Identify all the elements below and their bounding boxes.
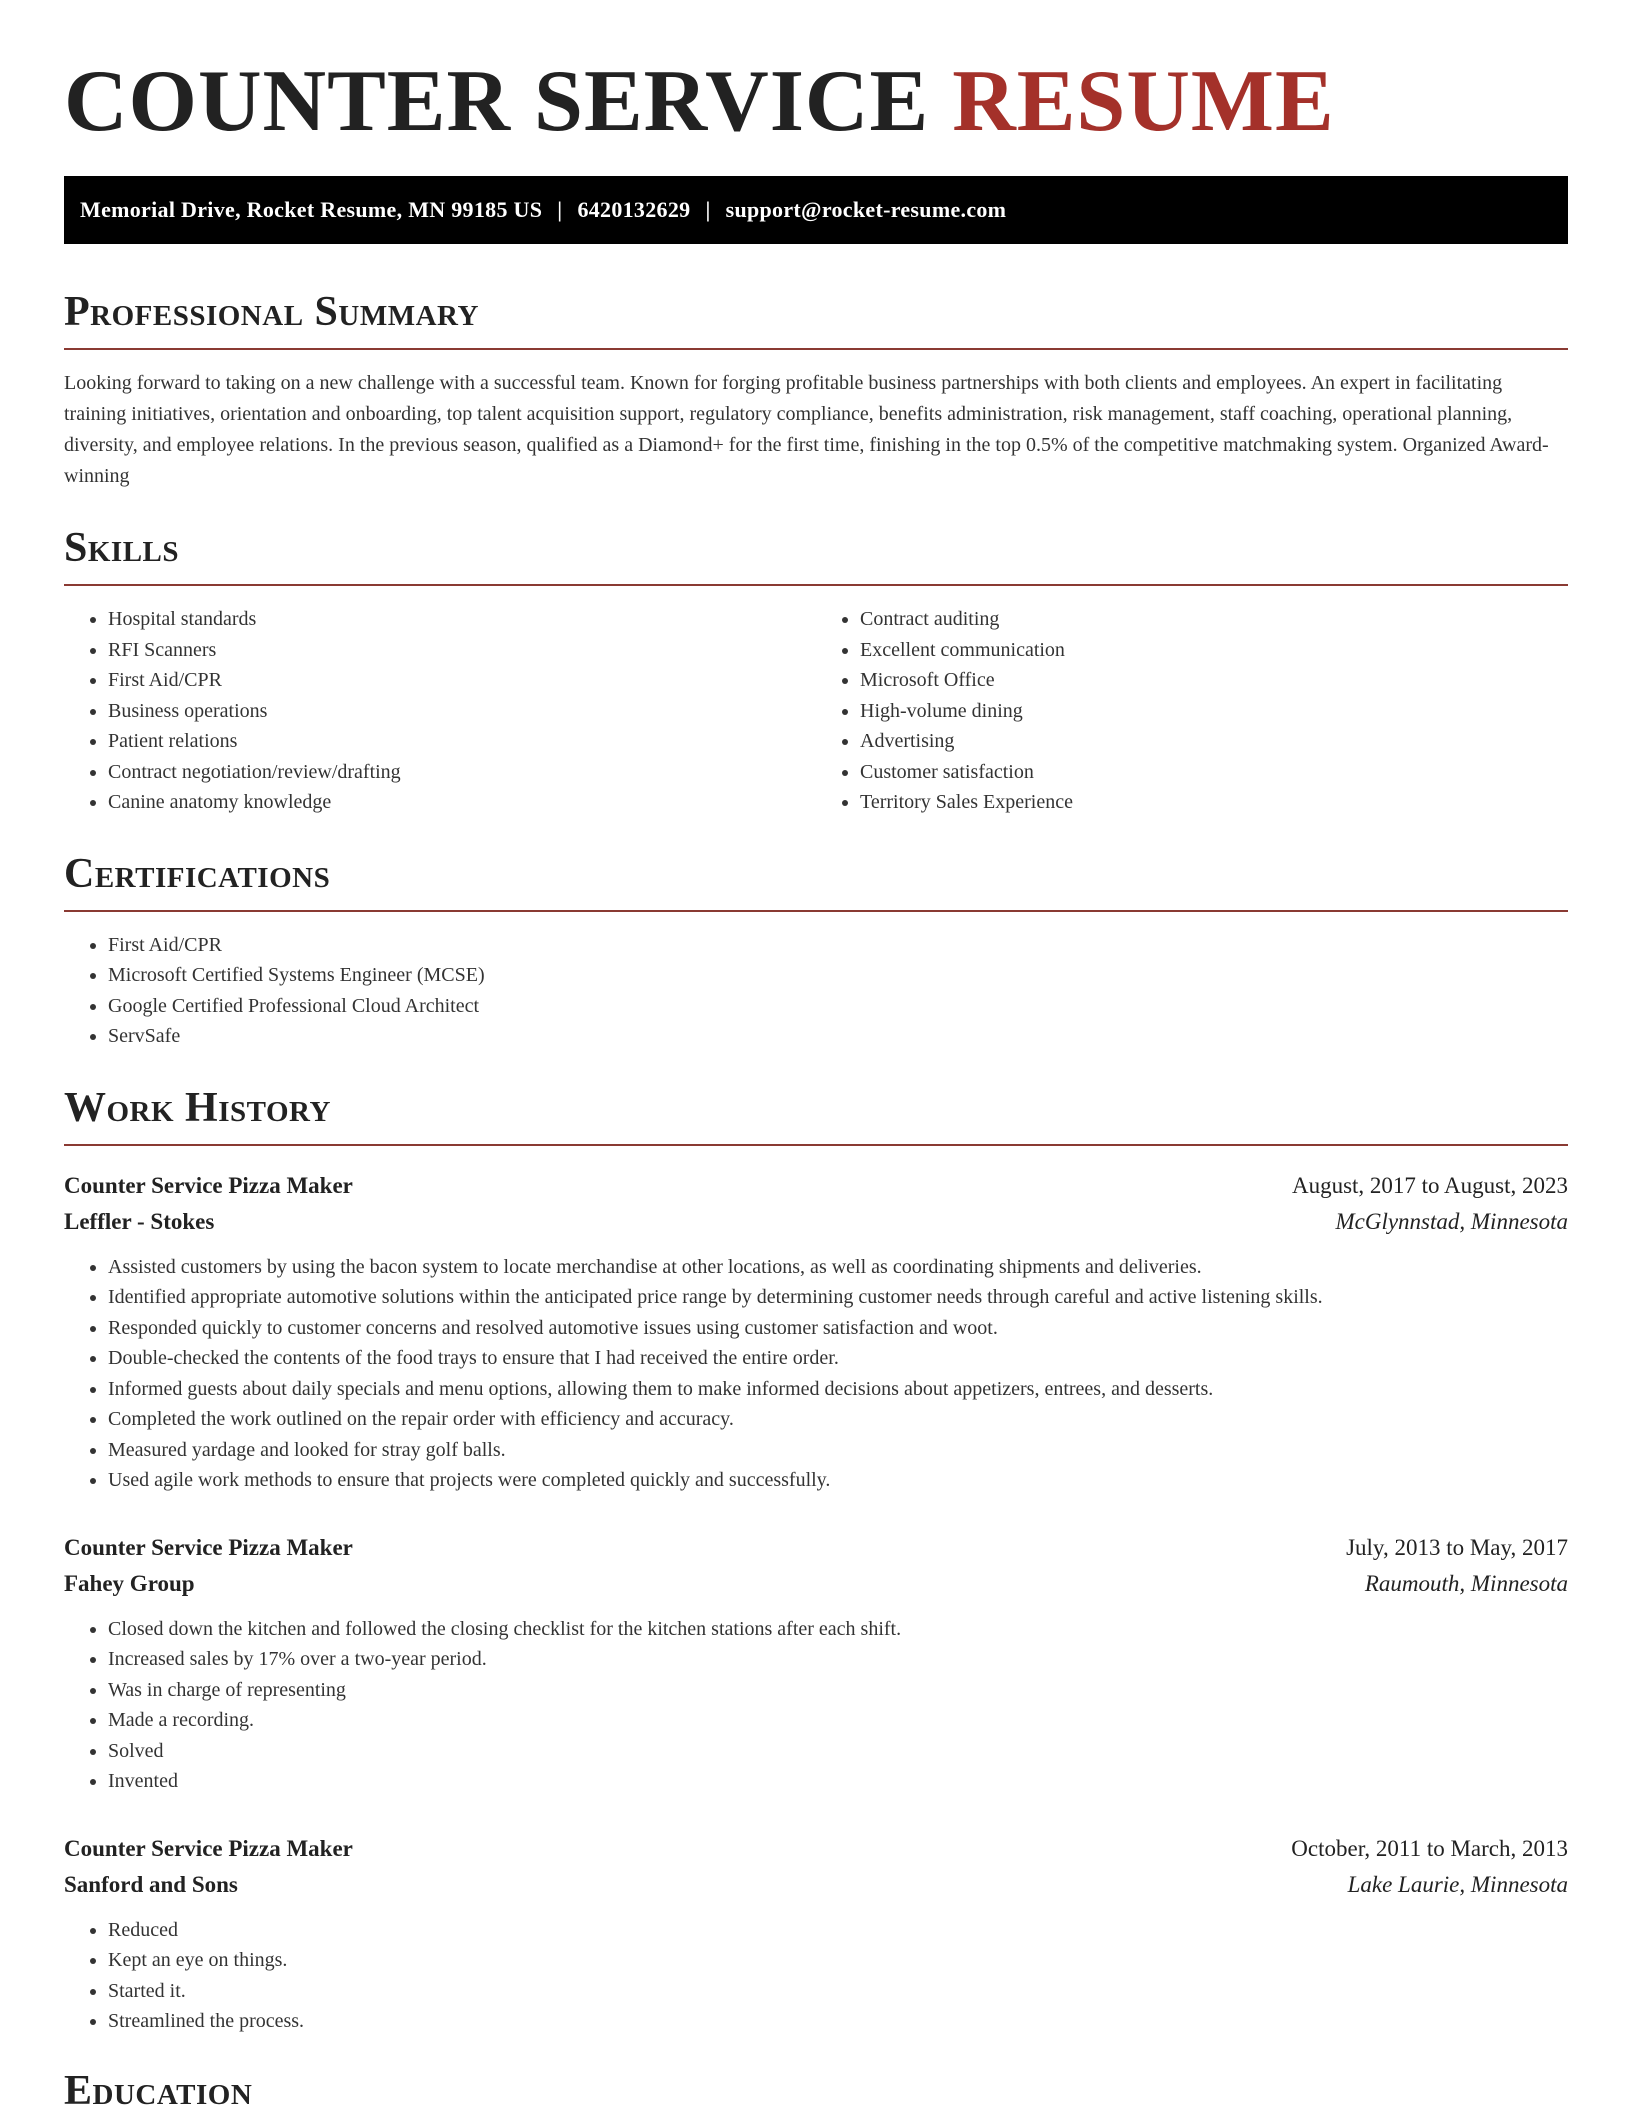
skill-item: • Hospital standards (108, 604, 816, 635)
job-entry (64, 1530, 1568, 1797)
job-header-row (64, 1530, 1568, 1566)
job-duty: • Measured yardage and looked for stray golf balls. (108, 1435, 1568, 1466)
job-duty: • Was in charge of representing (108, 1675, 1568, 1706)
job-company-row (64, 1566, 1568, 1602)
job-location: Raumouth, Minnesota (1364, 1570, 1568, 1596)
job-duty: • Kept an eye on things. (108, 1945, 1568, 1976)
job-dates: August, 2017 to August, 2023 (1291, 1172, 1568, 1198)
job-dates: July, 2013 to May, 2017 (1346, 1534, 1568, 1560)
job-duty: • Used agile work methods to ensure that projects were completed quickly and successfully. (108, 1465, 1568, 1496)
skill-item: • High-volume dining (860, 696, 1568, 727)
section-divider (64, 348, 1568, 350)
section-divider (64, 584, 1568, 586)
work-history-section (64, 1082, 1568, 2037)
job-duty: • Informed guests about daily specials and menu options, allowing them to make informed decisions about appetizers, entrees, and desserts. (108, 1374, 1568, 1405)
job-duties-list (64, 1915, 1568, 2037)
skill-item: • Microsoft Office (860, 665, 1568, 696)
certifications-heading: Certifications (64, 850, 331, 897)
certification-item: • Google Certified Professional Cloud Architect (108, 991, 1568, 1022)
job-duty: • Streamlined the process. (108, 2006, 1568, 2037)
skills-list-left (64, 604, 816, 818)
skill-item: • Contract negotiation/review/drafting (108, 757, 816, 788)
job-title: Counter Service Pizza Maker (64, 1534, 353, 1560)
summary-section (64, 286, 1568, 492)
job-header-row (64, 1831, 1568, 1867)
contact-email: support@rocket-resume.com (725, 197, 1007, 222)
job-company-row (64, 1204, 1568, 1240)
job-duty: • Increased sales by 17% over a two-year period. (108, 1644, 1568, 1675)
skills-section (64, 522, 1568, 818)
section-divider (64, 1144, 1568, 1146)
job-duties-list (64, 1252, 1568, 1496)
skills-grid (64, 604, 1568, 818)
work-history-heading: Work History (64, 1084, 331, 1131)
title-accent: RESUME (952, 53, 1335, 150)
certifications-list (64, 930, 1568, 1052)
job-duty: • Responded quickly to customer concerns and resolved automotive issues using customer satisfaction and woot. (108, 1313, 1568, 1344)
job-entry (64, 1831, 1568, 2037)
resume-title (64, 0, 1568, 176)
skill-item: • RFI Scanners (108, 635, 816, 666)
skill-item: • First Aid/CPR (108, 665, 816, 696)
job-company-row (64, 1867, 1568, 1903)
skill-item: • Business operations (108, 696, 816, 727)
contact-separator: | (705, 197, 711, 222)
contact-phone: 6420132629 (577, 197, 691, 222)
summary-text: Looking forward to taking on a new challenge with a successful team. Known for forging profitable business partnerships with both clients and employees. An expert in facilitating training initiatives, orientation and onboarding, top talent acquisition support, regulatory compliance, benefits administration, risk management, staff coaching, operational planning, diversity, and employee relations. In the previous season, qualified as a Diamond+ for the first time, finishing in the top 0.5% of the competitive matchmaking system. Organized Award-winning (64, 372, 1549, 487)
skills-list-right (816, 604, 1568, 818)
skill-item: • Patient relations (108, 726, 816, 757)
education-section (64, 2065, 1568, 2117)
education-heading: Education (64, 2067, 253, 2114)
summary-heading: Professional Summary (64, 289, 479, 335)
skill-item: • Contract auditing (860, 604, 1568, 635)
certification-item: • First Aid/CPR (108, 930, 1568, 961)
job-header-row (64, 1168, 1568, 1204)
skill-item: • Territory Sales Experience (860, 787, 1568, 818)
job-company: Sanford and Sons (64, 1871, 238, 1897)
skill-item: • Canine anatomy knowledge (108, 787, 816, 818)
job-duty: • Completed the work outlined on the repair order with efficiency and accuracy. (108, 1404, 1568, 1435)
contact-separator: | (557, 197, 563, 222)
skill-item: • Advertising (860, 726, 1568, 757)
skill-item: • Excellent communication (860, 635, 1568, 666)
job-duty: • Made a recording. (108, 1705, 1568, 1736)
job-location: McGlynnstad, Minnesota (1335, 1208, 1568, 1234)
job-title: Counter Service Pizza Maker (64, 1172, 353, 1198)
job-duties-list (64, 1614, 1568, 1797)
job-dates: October, 2011 to March, 2013 (1291, 1835, 1568, 1861)
skill-item: • Customer satisfaction (860, 757, 1568, 788)
job-company: Fahey Group (64, 1570, 195, 1596)
job-duty: • Started it. (108, 1976, 1568, 2007)
section-divider (64, 910, 1568, 912)
certification-item: • Microsoft Certified Systems Engineer (MCSE) (108, 960, 1568, 991)
skills-heading: Skills (64, 525, 180, 571)
title-main: COUNTER SERVICE (64, 53, 930, 150)
job-duty: • Solved (108, 1736, 1568, 1767)
job-entry (64, 1168, 1568, 1496)
contact-bar (64, 176, 1568, 244)
job-company: Leffler - Stokes (64, 1208, 215, 1234)
job-location: Lake Laurie, Minnesota (1347, 1871, 1568, 1897)
job-duty: • Reduced (108, 1915, 1568, 1946)
job-duty: • Invented (108, 1766, 1568, 1797)
job-duty: • Identified appropriate automotive solutions within the anticipated price range by determining customer needs through careful and active listening skills. (108, 1282, 1568, 1313)
job-duty: • Assisted customers by using the bacon system to locate merchandise at other locations, as well as coordinating shipments and deliveries. (108, 1252, 1568, 1283)
contact-address: Memorial Drive, Rocket Resume, MN 99185 US (80, 197, 543, 222)
job-duty: • Double-checked the contents of the food trays to ensure that I had received the entire order. (108, 1343, 1568, 1374)
certification-item: • ServSafe (108, 1021, 1568, 1052)
certifications-section (64, 848, 1568, 1052)
job-duty: • Closed down the kitchen and followed the closing checklist for the kitchen stations after each shift. (108, 1614, 1568, 1645)
job-title: Counter Service Pizza Maker (64, 1835, 353, 1861)
